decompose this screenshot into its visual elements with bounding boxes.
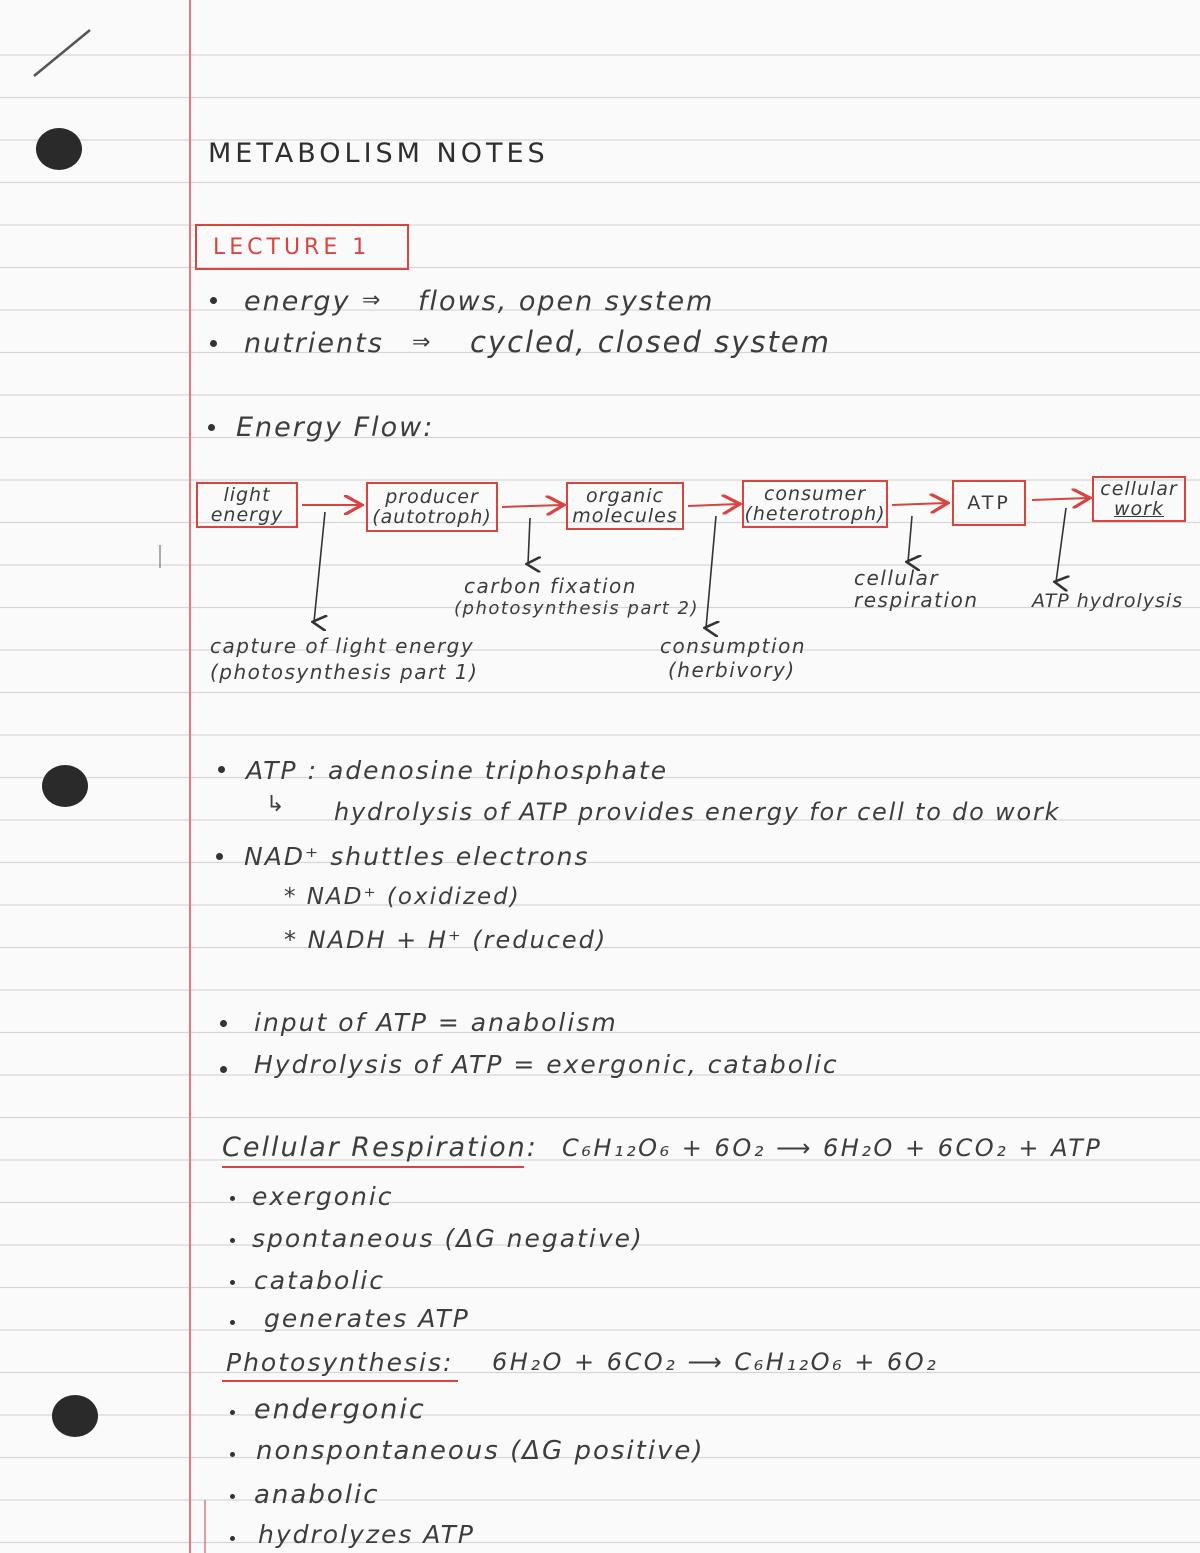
caption-herbivory: (herbivory)	[668, 658, 796, 682]
bullet	[230, 1238, 235, 1243]
bullet	[230, 1410, 235, 1415]
nutrients-arrow: ⇒	[412, 330, 433, 355]
flow-box-producer: producer (autotroph)	[366, 482, 498, 532]
atp-definition: ATP : adenosine triphosphate	[246, 756, 669, 785]
photosynthesis-point: nonspontaneous (ΔG positive)	[256, 1436, 705, 1466]
energy-flow-heading: Energy Flow:	[236, 412, 435, 443]
down-arrow	[908, 516, 912, 562]
flow-box-light-energy: light energy	[196, 482, 298, 528]
respiration-point: exergonic	[252, 1182, 394, 1211]
hydrolysis-catabolic: Hydrolysis of ATP = exergonic, catabolic	[254, 1050, 839, 1079]
respiration-point: generates ATP	[264, 1304, 470, 1333]
nad-reduced: * NADH + H⁺ (reduced)	[284, 926, 608, 954]
caption-respiration: respiration	[854, 588, 979, 612]
heading-underline	[222, 1166, 524, 1168]
nutrients-term: nutrients	[244, 328, 384, 359]
flow-box-cellular-work: cellular work	[1092, 476, 1186, 522]
bullet	[230, 1280, 235, 1285]
lecture-label: LECTURE 1	[195, 224, 409, 270]
bullet	[230, 1452, 235, 1457]
atp-hydrolysis-note: hydrolysis of ATP provides energy for cell to do work	[334, 798, 1061, 826]
bullet	[230, 1494, 235, 1499]
photosynthesis-heading: Photosynthesis:	[226, 1348, 454, 1377]
bullet	[218, 766, 225, 773]
caption-carbon-fixation: carbon fixation	[464, 574, 637, 598]
flow-arrow	[688, 504, 738, 506]
flow-arrow	[1032, 498, 1088, 500]
flow-box-atp: ATP	[952, 480, 1026, 526]
nad-shuttle: NAD⁺ shuttles electrons	[244, 842, 590, 871]
bullet	[216, 853, 223, 860]
energy-term: energy	[244, 286, 351, 317]
caption-photosynthesis-part2: (photosynthesis part 2)	[454, 598, 700, 619]
flow-box-organic-molecules: organic molecules	[566, 482, 684, 530]
input-atp-anabolism: input of ATP = anabolism	[254, 1008, 618, 1037]
respiration-point: spontaneous (ΔG negative)	[252, 1224, 644, 1253]
down-arrow	[314, 512, 325, 622]
down-arrow	[1056, 508, 1066, 582]
caption-atp-hydrolysis: ATP hydrolysis	[1032, 590, 1184, 612]
photosynthesis-point: hydrolyzes ATP	[258, 1520, 475, 1549]
sub-arrow-icon: ↳	[266, 792, 287, 817]
flow-arrow	[892, 503, 946, 505]
nad-oxidized: * NAD⁺ (oxidized)	[284, 884, 521, 910]
down-arrow	[706, 516, 716, 628]
bullet	[230, 1196, 235, 1201]
heading-underline	[222, 1380, 458, 1382]
respiration-point: catabolic	[254, 1266, 385, 1295]
flow-arrow	[502, 505, 562, 507]
bullet	[220, 1066, 227, 1073]
photosynthesis-equation: 6H₂O + 6CO₂ ⟶ C₆H₁₂O₆ + 6O₂	[492, 1348, 939, 1376]
photosynthesis-point: anabolic	[254, 1480, 380, 1510]
down-arrow	[528, 518, 530, 564]
caption-photosynthesis-part1: (photosynthesis part 1)	[210, 660, 479, 684]
respiration-heading: Cellular Respiration:	[222, 1132, 538, 1163]
caption-capture-light: capture of light energy	[210, 634, 475, 658]
flow-box-consumer: consumer (heterotroph)	[742, 480, 888, 528]
respiration-equation: C₆H₁₂O₆ + 6O₂ ⟶ 6H₂O + 6CO₂ + ATP	[562, 1134, 1103, 1162]
energy-arrow: ⇒	[362, 288, 383, 313]
energy-description: flows, open system	[418, 286, 715, 317]
bullet	[220, 1020, 227, 1027]
page-title: METABOLISM NOTES	[208, 138, 549, 169]
photosynthesis-point: endergonic	[254, 1394, 426, 1425]
bullet	[230, 1536, 235, 1541]
bullet	[230, 1320, 235, 1325]
caption-consumption: consumption	[660, 634, 806, 658]
nutrients-description: cycled, closed system	[470, 325, 831, 359]
caption-cellular: cellular	[854, 566, 940, 590]
